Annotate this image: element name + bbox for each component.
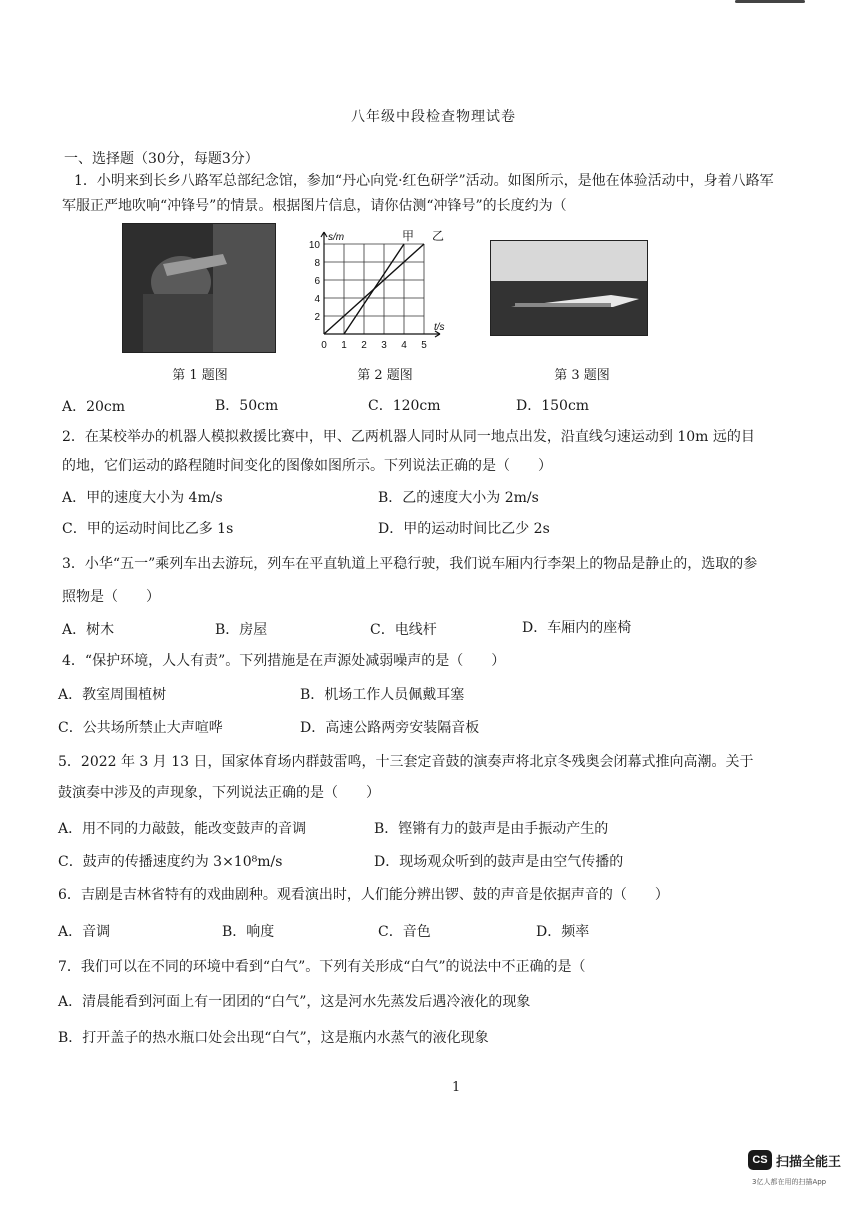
train-photo xyxy=(490,240,648,336)
q2-line2: 的地，它们运动的路程随时间变化的图像如图所示。下列说法正确的是（ ） xyxy=(62,458,552,474)
q5-option-c: C．鼓声的传播速度约为 3×10⁸m/s xyxy=(58,854,283,870)
q4-option-b: B．机场工作人员佩戴耳塞 xyxy=(300,687,465,703)
series-label-yi: 乙 xyxy=(432,229,445,243)
bugle-photo xyxy=(122,223,276,353)
q3-option-d: D．车厢内的座椅 xyxy=(522,620,632,636)
x-tick-label: 5 xyxy=(421,340,427,351)
q4-option-a: A．教室周围植树 xyxy=(58,687,167,703)
q7-option-b: B．打开盖子的热水瓶口处会出现“白气”，这是瓶内水蒸气的液化现象 xyxy=(58,1030,489,1046)
watermark-subtitle: 3亿人都在用的扫描App xyxy=(752,1178,827,1186)
x-axis-label: t/s xyxy=(434,322,445,333)
series-line-yi xyxy=(324,244,424,334)
y-tick-label: 2 xyxy=(314,312,320,323)
y-tick-label: 6 xyxy=(314,276,320,287)
y-axis-label: s/m xyxy=(328,232,345,243)
fig1-caption: 第 1 题图 xyxy=(172,368,228,383)
q2-option-d: D．甲的运动时间比乙少 2s xyxy=(378,521,550,537)
q3-option-b: B．房屋 xyxy=(215,622,268,638)
graph-svg xyxy=(306,224,456,352)
fig3-caption: 第 3 题图 xyxy=(554,368,610,383)
q1-option-a: A．20cm xyxy=(62,399,126,415)
q4-option-d: D．高速公路两旁安装隔音板 xyxy=(300,720,480,736)
q5-option-b: B．铿锵有力的鼓声是由手振动产生的 xyxy=(374,821,609,837)
q4-line1: 4．“保护环境，人人有责”。下列措施是在声源处减弱噪声的是（ ） xyxy=(62,653,506,669)
scan-edge-mark xyxy=(735,0,805,3)
q1-line2: 军服正严地吹响“冲锋号”的情景。根据图片信息，请你估测“冲锋号”的长度约为（ xyxy=(62,198,567,214)
q6-line1: 6．吉剧是吉林省特有的戏曲剧种。观看演出时，人们能分辨出锣、鼓的声音是依据声音的（ ） xyxy=(58,887,669,903)
q7-option-a: A．清晨能看到河面上有一团团的“白气”，这是河水先蒸发后遇冷液化的现象 xyxy=(58,994,531,1010)
x-tick-label: 0 xyxy=(321,340,327,351)
q6-option-c: C．音色 xyxy=(378,924,431,940)
q3-option-a: A．树木 xyxy=(62,622,115,638)
q1-option-d: D．150cm xyxy=(516,398,590,414)
q3-option-c: C．电线杆 xyxy=(370,622,437,638)
distance-time-graph xyxy=(306,224,456,352)
page-title: 八年级中段检查物理试卷 xyxy=(351,109,516,125)
q6-option-a: A．音调 xyxy=(58,924,111,940)
y-tick-label: 4 xyxy=(314,294,320,305)
camscanner-logo-icon: CS xyxy=(748,1150,772,1170)
q3-line2: 照物是（ ） xyxy=(62,589,160,605)
q2-option-b: B．乙的速度大小为 2m/s xyxy=(378,490,539,506)
fig2-caption: 第 2 题图 xyxy=(357,368,413,383)
section-heading: 一、选择题（30分，每题3分） xyxy=(64,151,259,167)
camscanner-watermark xyxy=(748,1150,858,1210)
q5-option-d: D．现场观众听到的鼓声是由空气传播的 xyxy=(374,854,624,870)
x-tick-label: 4 xyxy=(401,340,407,351)
q4-option-c: C．公共场所禁止大声喧哗 xyxy=(58,720,223,736)
q2-option-c: C．甲的运动时间比乙多 1s xyxy=(62,521,234,537)
q6-option-d: D．频率 xyxy=(536,924,590,940)
q1-option-c: C．120cm xyxy=(368,398,441,414)
q5-line1: 5．2022 年 3 月 13 日，国家体育场内群鼓雷鸣，十三套定音鼓的演奏声将北京冬残奥会闭幕式推向高潮。关于 xyxy=(58,754,754,770)
q1-option-b: B．50cm xyxy=(215,398,279,414)
q7-line1: 7．我们可以在不同的环境中看到“白气”。下列有关形成“白气”的说法中不正确的是（ xyxy=(58,959,586,975)
watermark-name: 扫描全能王 xyxy=(776,1155,842,1170)
x-tick-label: 1 xyxy=(341,340,347,351)
q5-option-a: A．用不同的力敲鼓，能改变鼓声的音调 xyxy=(58,821,307,837)
series-label-jia: 甲 xyxy=(402,229,415,243)
q2-line1: 2．在某校举办的机器人模拟救援比赛中，甲、乙两机器人同时从同一地点出发，沿直线匀速运动到 10m 远的目 xyxy=(62,429,755,445)
q5-line2: 鼓演奏中涉及的声现象，下列说法正确的是（ ） xyxy=(58,785,380,801)
x-tick-label: 3 xyxy=(381,340,387,351)
q2-option-a: A．甲的速度大小为 4m/s xyxy=(62,490,223,506)
y-tick-label: 10 xyxy=(308,240,320,251)
y-tick-label: 8 xyxy=(314,258,320,269)
q1-line1: 1．小明来到长乡八路军总部纪念馆，参加“丹心向党·红色研学”活动。如图所示，是他在体验活动中，身着八路军 xyxy=(74,173,774,189)
page-number: 1 xyxy=(452,1080,461,1095)
q3-line1: 3．小华“五一”乘列车出去游玩，列车在平直轨道上平稳行驶，我们说车厢内行李架上的物品是静止的，选取的参 xyxy=(62,556,758,572)
q6-option-b: B．响度 xyxy=(222,924,275,940)
x-tick-label: 2 xyxy=(361,340,367,351)
